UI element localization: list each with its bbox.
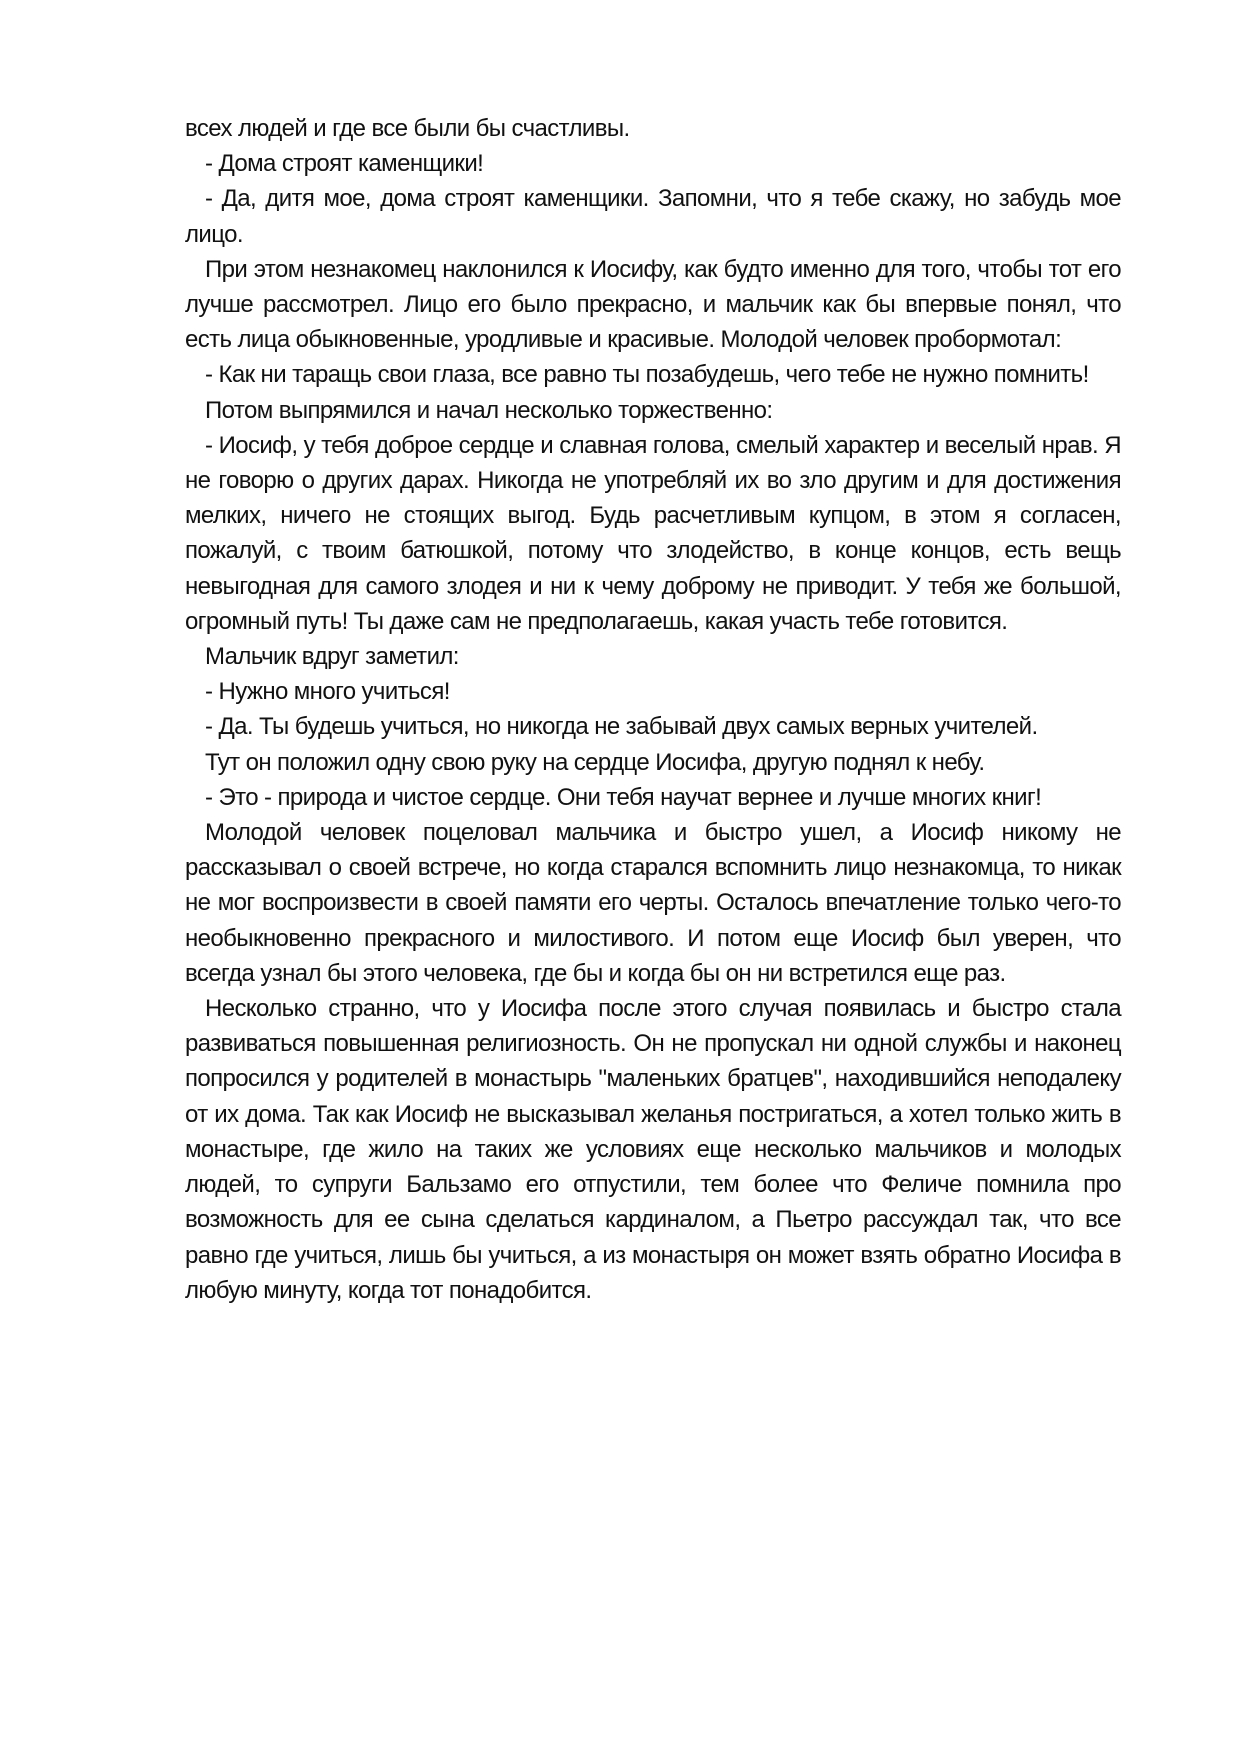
paragraph-3-dialogue: - Да, дитя мое, дома строят каменщики. Запомни, что я тебе скажу, но забудь мое лицо. (185, 185, 1121, 248)
paragraph-6-narration: Потом выпрямился и начал несколько торжественно: (205, 396, 773, 424)
paragraph-2-dialogue: - Дома строят каменщики! (205, 150, 484, 178)
paragraph-9-dialogue: - Нужно много учиться! (205, 678, 450, 706)
document-page (185, 111, 1121, 1308)
paragraph-7-dialogue: - Иосиф, у тебя доброе сердце и славная голова, смелый характер и веселый нрав. Я не говорю о других дарах. Никогда не употребляй их во зло другим и для достижения мелких, ничего не стоящих выгод. Будь расчетливым купцом, в этом я согласен, пожалуй, с твоим батюшкой, потому что злодейство, в конце концов, есть вещь невыгодная для самого злодея и ни к чему доброму не приводит. У тебя же большой, огромный путь! Ты даже сам не предполагаешь, какая участь тебе готовится. (185, 431, 1121, 635)
paragraph-4-narration: При этом незнакомец наклонился к Иосифу, как будто именно для того, чтобы тот его лучше рассмотрел. Лицо его было прекрасно, и мальчик как бы впервые понял, что есть лица обыкновенные, уродливые и красивые. Молодой человек пробормотал: (185, 255, 1121, 354)
paragraph-10-dialogue: - Да. Ты будешь учиться, но никогда не забывай двух самых верных учителей. (205, 713, 1038, 741)
paragraph-1-continuation: всех людей и где все были бы счастливы. (185, 115, 630, 142)
paragraph-13-narration: Молодой человек поцеловал мальчика и быстро ушел, а Иосиф никому не рассказывал о своей встрече, но когда старался вспомнить лицо незнакомца, то никак не мог воспроизвести в своей памяти его черты. Осталось впечатление только чего-то необыкновенно прекрасного и милостивого. И потом еще Иосиф был уверен, что всегда узнал бы этого человека, где бы и когда бы он ни встретился еще раз. (185, 819, 1121, 987)
paragraph-12-dialogue: - Это - природа и чистое сердце. Они тебя научат вернее и лучше многих книг! (205, 783, 1042, 811)
paragraph-14-narration: Несколько странно, что у Иосифа после этого случая появилась и быстро стала развиваться повышенная религиозность. Он не пропускал ни одной службы и наконец попросился у родителей в монастырь "маленьких братцев", находившийся неподалеку от их дома. Так как Иосиф не высказывал желанья постригаться, а хотел только жить в монастыре, где жило на таких же условиях еще несколько мальчиков и молодых людей, то супруги Бальзамо его отпустили, тем более что Феличе помнила про возможность для ее сына сделаться кардиналом, а Пьетро рассуждал так, что все равно где учиться, лишь бы учиться, а из монастыря он может взять обратно Иосифа в любую минуту, когда тот понадобится. (185, 995, 1121, 1304)
paragraph-8-narration: Мальчик вдруг заметил: (205, 643, 459, 671)
paragraph-11-narration: Тут он положил одну свою руку на сердце Иосифа, другую поднял к небу. (205, 748, 985, 776)
paragraph-5-dialogue: - Как ни таращь свои глаза, все равно ты позабудешь, чего тебе не нужно помнить! (205, 361, 1089, 389)
